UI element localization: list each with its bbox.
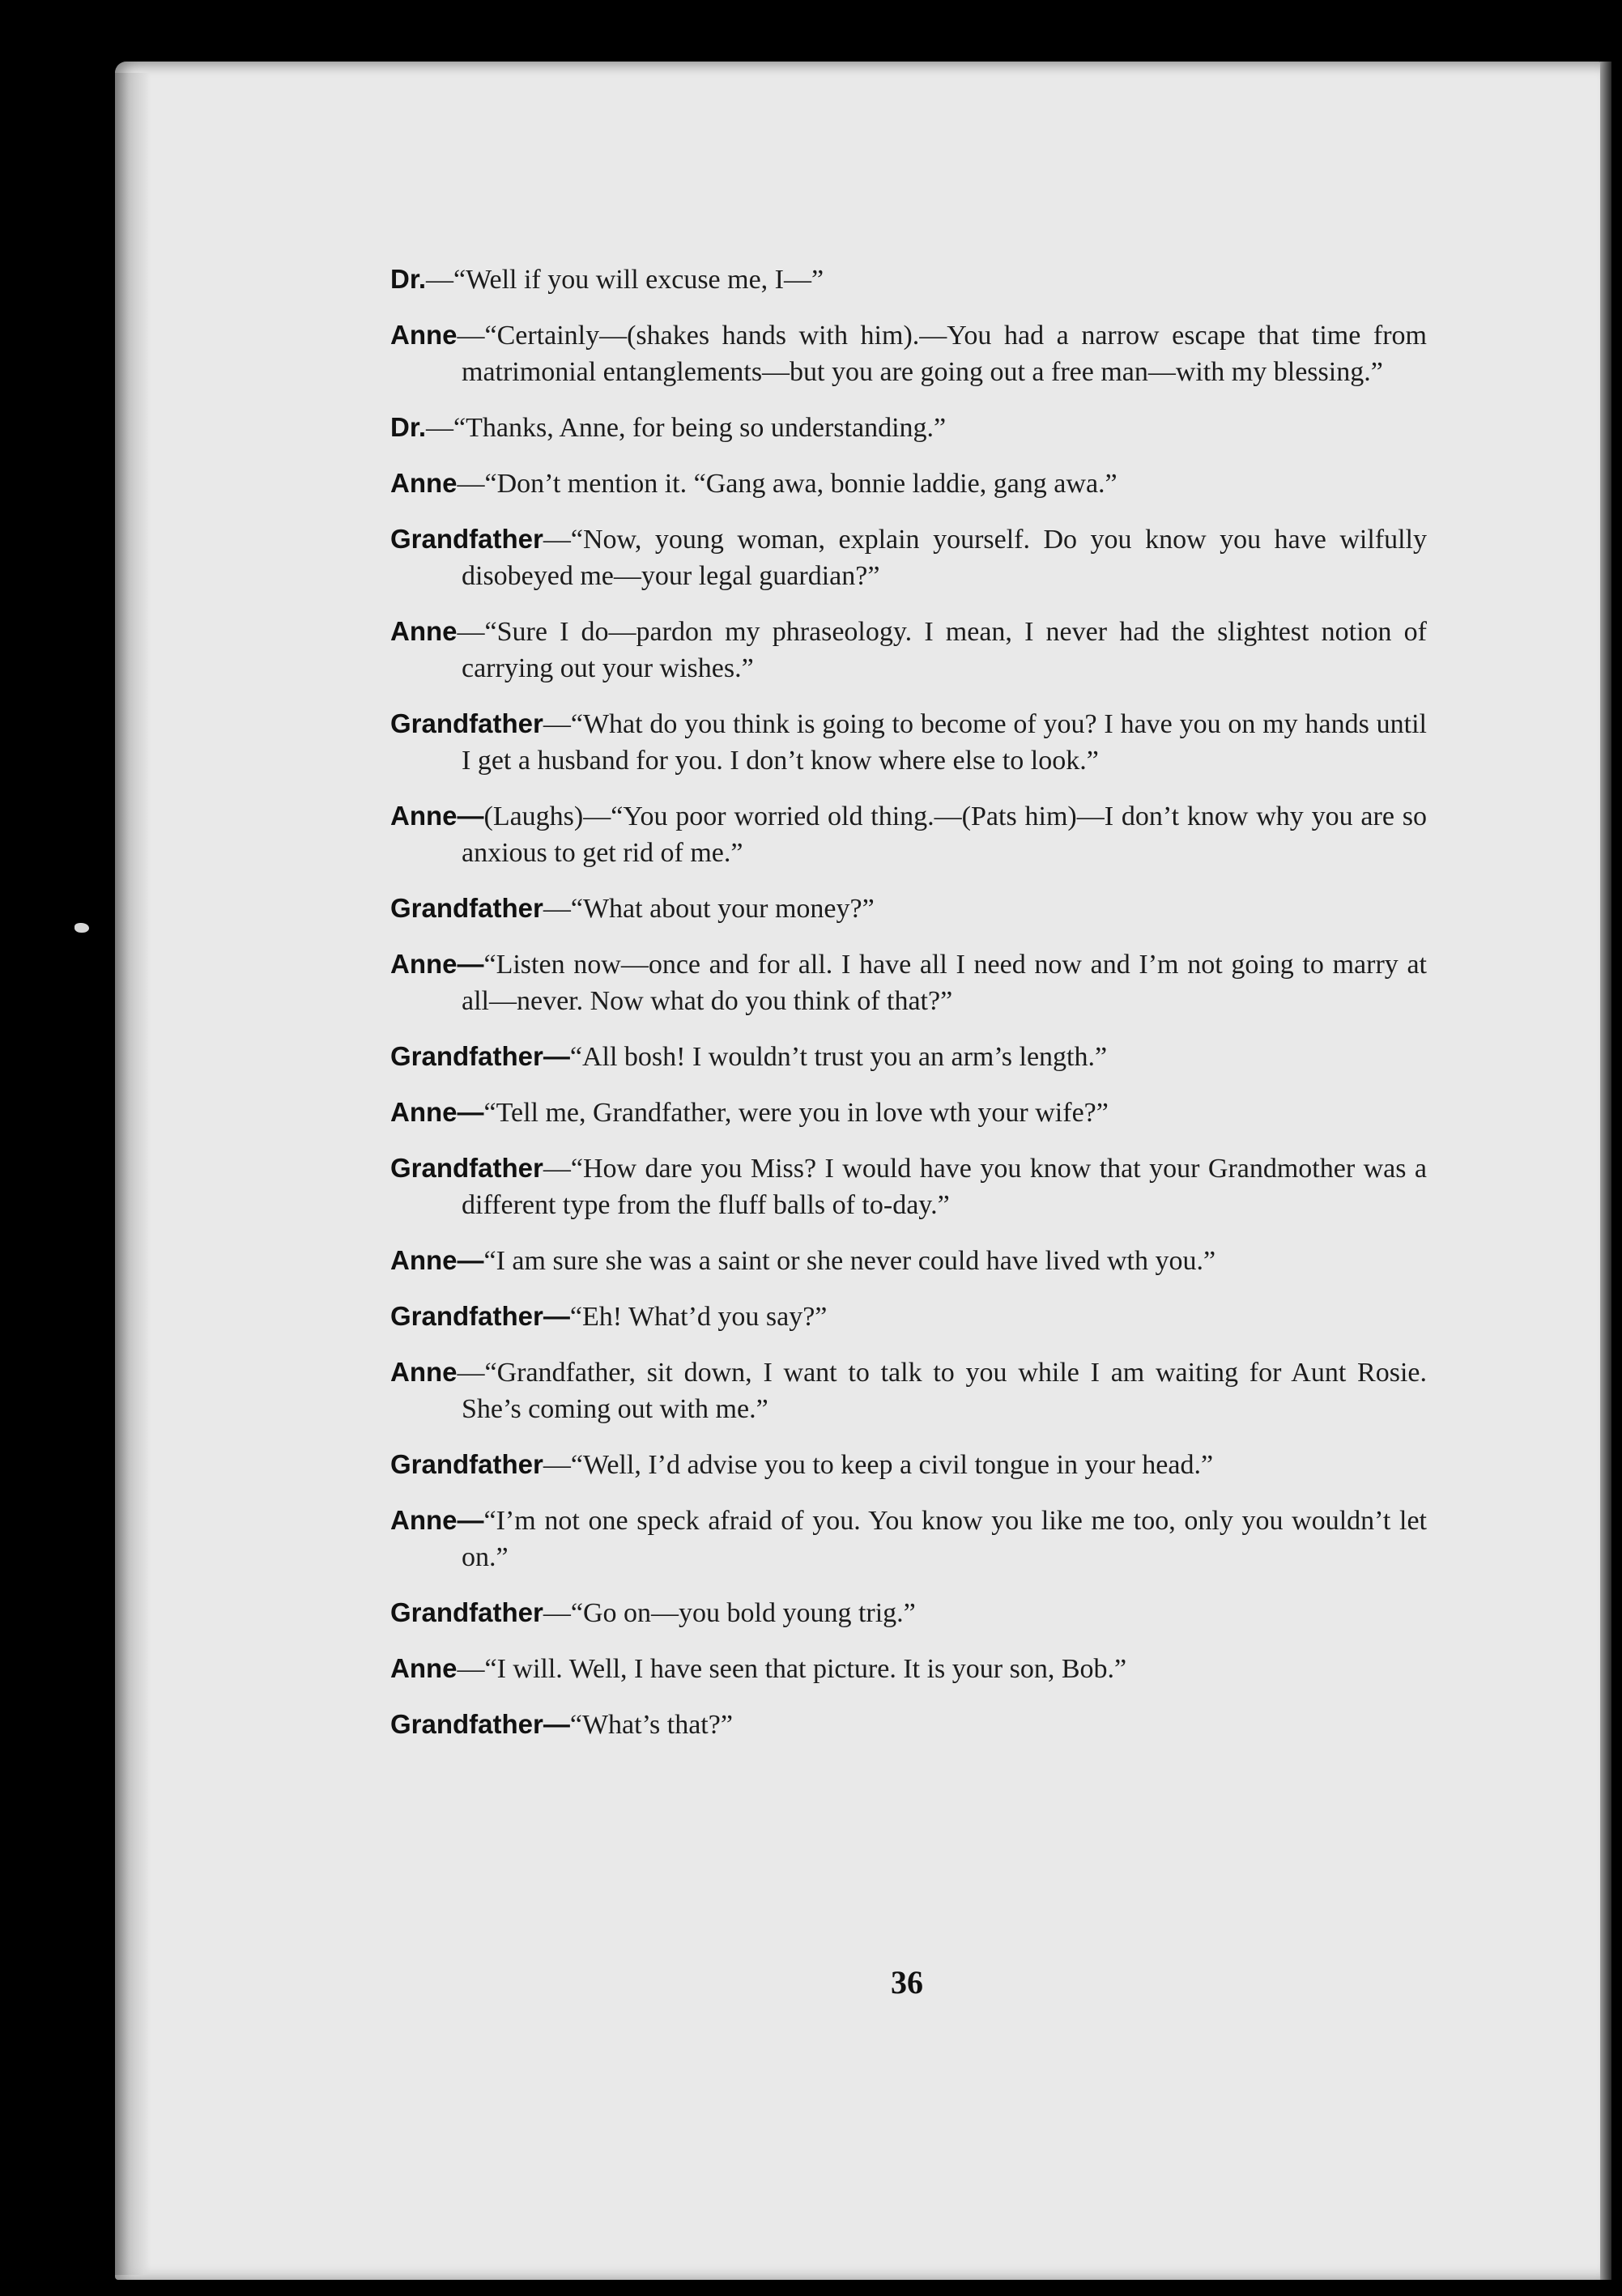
dialogue-line [390,409,1427,446]
dialogue-line [390,1650,1427,1687]
dialogue-line [390,1094,1427,1131]
line-text: “Tell me, Grandfather, were you in love wth your wife?” [483,1098,1109,1128]
speaker-name: Grandfather [390,893,543,923]
dialogue-line [390,613,1427,687]
speaker-name: Anne— [390,1097,484,1127]
dialogue-line [390,797,1427,871]
line-text: “I’m not one speck afraid of you. You know you like me too, only you wouldn’t let on.” [462,1506,1427,1572]
line-text: —“Well if you will excuse me, I—” [426,265,824,295]
speaker-name: Grandfather [390,708,543,738]
line-text: —“What do you think is going to become of you? I have you on my hands until I get a husband for you. I don’t know where else to look.” [462,709,1427,776]
line-text: —“What about your money?” [543,894,875,924]
line-text: —“How dare you Miss? I would have you know that your Grandmother was a different type from the fluff balls of to-day.” [462,1154,1427,1220]
speaker-name: Dr. [390,264,427,294]
dialogue-line [390,1038,1427,1075]
line-text: —“Don’t mention it. “Gang awa, bonnie laddie, gang awa.” [457,469,1118,499]
line-text: —“Thanks, Anne, for being so understanding.” [426,413,947,443]
dialogue-line [390,890,1427,927]
line-text: —“I will. Well, I have seen that picture. It is your son, Bob.” [457,1654,1127,1684]
speaker-name: Grandfather [390,1449,543,1479]
speaker-name: Grandfather— [390,1301,570,1331]
speaker-name: Anne— [390,801,484,831]
dialogue-line [390,1446,1427,1483]
speaker-name: Anne [390,616,458,646]
line-text: “What’s that?” [569,1710,733,1740]
margin-speck [75,923,89,933]
dialogue-line [390,261,1427,298]
line-text: “All bosh! I wouldn’t trust you an arm’s length.” [569,1042,1108,1072]
line-text: —“Now, young woman, explain yourself. Do you know you have wilfully disobeyed me—your legal guardian?” [462,525,1427,591]
line-text: (Laughs)—“You poor worried old thing.—(Pats him)—I don’t know why you are so anxious to get rid of me.” [462,801,1427,868]
dialogue-line [390,521,1427,594]
dialogue-line [390,1242,1427,1279]
line-text: “I am sure she was a saint or she never could have lived wth you.” [483,1246,1216,1276]
script-dialogue [390,261,1427,1762]
dialogue-line [390,317,1427,390]
speaker-name: Anne [390,1653,458,1683]
speaker-name: Dr. [390,412,427,442]
line-text: —“Grandfather, sit down, I want to talk to you while I am waiting for Aunt Rosie. She’s coming out with me.” [457,1358,1427,1424]
speaker-name: Grandfather [390,1153,543,1183]
line-text: —“Well, I’d advise you to keep a civil tongue in your head.” [543,1450,1214,1480]
line-text: —“Go on—you bold young trig.” [543,1598,916,1628]
speaker-name: Anne— [390,949,484,979]
line-text: “Listen now—once and for all. I have all I need now and I’m not going to marry at all—never. Now what do you think of that?” [462,950,1427,1016]
dialogue-line [390,705,1427,779]
speaker-name: Grandfather— [390,1041,570,1071]
dialogue-line [390,1354,1427,1427]
page-binding-shadow [115,73,151,2275]
speaker-name: Anne— [390,1505,484,1535]
speaker-name: Anne— [390,1245,484,1275]
line-text: “Eh! What’d you say?” [569,1302,828,1332]
dialogue-line [390,465,1427,502]
dialogue-line [390,1502,1427,1575]
speaker-name: Anne [390,320,458,350]
speaker-name: Grandfather [390,524,543,554]
speaker-name: Grandfather [390,1597,543,1627]
speaker-name: Anne [390,468,458,498]
speaker-name: Grandfather— [390,1709,570,1739]
dialogue-line [390,1706,1427,1743]
page-number: 36 [891,1964,923,2000]
dialogue-line [390,946,1427,1019]
line-text: —“Sure I do—pardon my phraseology. I mean, I never had the slightest notion of carrying out your wishes.” [457,617,1427,683]
dialogue-line [390,1298,1427,1335]
line-text: —“Certainly—(shakes hands with him).—You had a narrow escape that time from matrimonial entanglements—but you are going out a free man—with my blessing.” [457,321,1427,387]
speaker-name: Anne [390,1357,458,1387]
page-right-edge [1600,62,1611,2280]
dialogue-line [390,1150,1427,1223]
dialogue-line [390,1594,1427,1631]
